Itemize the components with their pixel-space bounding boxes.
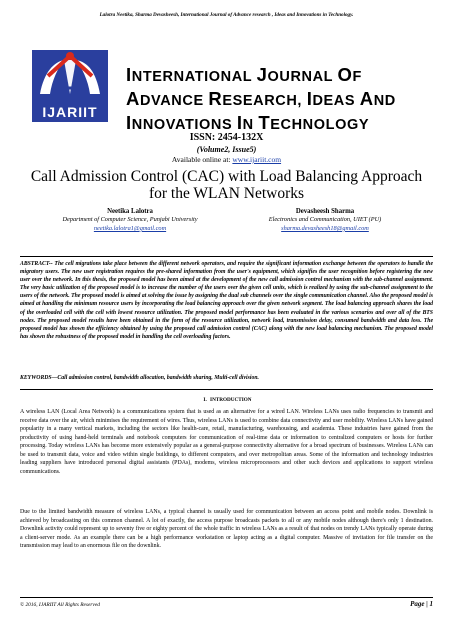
body-paragraph-1: A wireless LAN (Local Area Network) is a communications system that is used as an alternative for a wired LAN. Wireless LANs uses radio frequencies to transmit and receive data over the air, which minimises the requirement of wires. Thus, wireless LANs is used to combine data connectivity and user mobility. Wireless LANs have gained popularity in a many vertical markets, including the sectors like health-care, retail, manufacturing, warehousing, and academia. These industries have gained from the productivity of using hand-held terminals and notebook computers for communication of real-time data or information to centralized computers or hosts for further processing. Today wireless LANs has become more extensively popular as a general-purpose connectivity alternative for a broad spectrum of businesses. Wireless LANs can be used to transmit data, voice and video within single buildings, to different computers, and over metropolitan areas. Some of the information and technology industries leading suppliers have introduced personal digital assistants (PDAs), modems, wireless microprocessors and other such devices and applications to support wireless communications. — [20, 409, 433, 475]
available-label: Available online at: — [171, 155, 233, 164]
running-header: Lalotra Neetika, Sharma Devasheesh, International Journal of Advance research , Ideas and Innovations in Technology. — [99, 12, 354, 18]
footer-copyright: © 2016, IJARIIT All Rights Reserved — [20, 602, 100, 608]
paper-title: Call Admission Control (CAC) with Load Balancing Approach for the WLAN Networks — [30, 168, 423, 202]
divider — [20, 389, 433, 390]
volume-issue: (Volume2, Issue5) — [196, 145, 257, 154]
author-block-1 — [30, 208, 230, 233]
issn: ISSN: 2454-132X — [189, 132, 264, 143]
author-email-link[interactable]: sharma.devasheesh18@gmail.com — [281, 224, 369, 232]
journal-name-line-3: INNOVATIONS IN TECHNOLOGY — [126, 112, 370, 133]
author-affiliation: Department of Computer Science, Punjabi University — [62, 216, 198, 224]
author-affiliation: Electronics and Communication, UIET (PU) — [268, 216, 382, 224]
author-block-2 — [225, 208, 425, 233]
section-number: I. — [203, 397, 207, 403]
abstract: ABSTRACT-- The cell migrations take place between the different network operators, and require the significant information exchange between the operators to handle the migratory users. The new user registration requires the pre-shared information from the user's equipment, which signifies the user recognition before registering the new user over the network. In this thesis, the proposed model has been aimed at the development of the new call admission control mechanism with the sub-channel assignment. The very basic utilization of the proposed model is to increase the number of the users over the given cell units, which is realized by using the sub-channel assignment to the users of the network. The proposed model is aimed at solving the issue by assigning the dual sub channels over the single communication channel. Also the proposed model is aimed at handling the minimum resource users by incorporating the load balancing approach over the given network segment. The load balancing approach shares the load of the overloaded cell with the cell with lowest resource utilization. The proposed model performance has been evaluated in the various scenarios and over all of the BTS nodes. The proposed model results have been obtained in the form of the resource utilization, network load, transmission delay, consumed bandwidth and data loss. The proposed model has shown the efficiency obtained by using the proposed call admission control (CAC) along with the new load balancing mechanism. The proposed model has shown the robustness of the proposed model in handling the cell overloading factors. — [20, 261, 433, 340]
author-email-link[interactable]: neetika.lalotra1@gmail.com — [93, 224, 167, 232]
author-name: Neetika Lalotra — [107, 208, 153, 215]
section-title: INTRODUCTION — [210, 397, 252, 403]
page-number: Page | 1 — [410, 600, 433, 608]
logo-wordmark: IJARIIT — [42, 104, 98, 120]
footer-divider — [20, 597, 433, 598]
section-heading — [0, 397, 453, 403]
keywords: KEYWORDS—Call admission control, bandwidth allocation, bandwidth sharing, Multi-cell division. — [20, 375, 259, 381]
journal-name-line-2: ADVANCE RESEARCH, IDEAS AND — [126, 88, 396, 109]
body-paragraph-2: Due to the limited bandwidth measure of wireless LANs, a typical channel is usually used for communication between an access point and mobile nodes. Downlink is achieved by broadcasting on this common channel. A lot of exactly, the access purpose broadcasts packets to all or any mobile nodes although there's only 1 destination. Downlink activity could represent up to seventy five or eighty percent of the whole traffic in wireless LANs as a result of that nodes on trendy LANs typically operate during a client-server mode. As an example there can be a high performance workstation or laptop acting as a digital computer. Massive of invitation for file transfer on the transmission may lead to an enormous file on the downlink. — [20, 509, 433, 550]
divider — [20, 256, 433, 257]
journal-name-line-1: INTERNATIONAL JOURNAL OF — [126, 64, 362, 85]
journal-url-link[interactable]: www.ijariit.com — [232, 155, 282, 164]
author-name: Devasheesh Sharma — [295, 208, 355, 215]
available-online — [0, 155, 453, 164]
journal-logo — [30, 42, 110, 124]
